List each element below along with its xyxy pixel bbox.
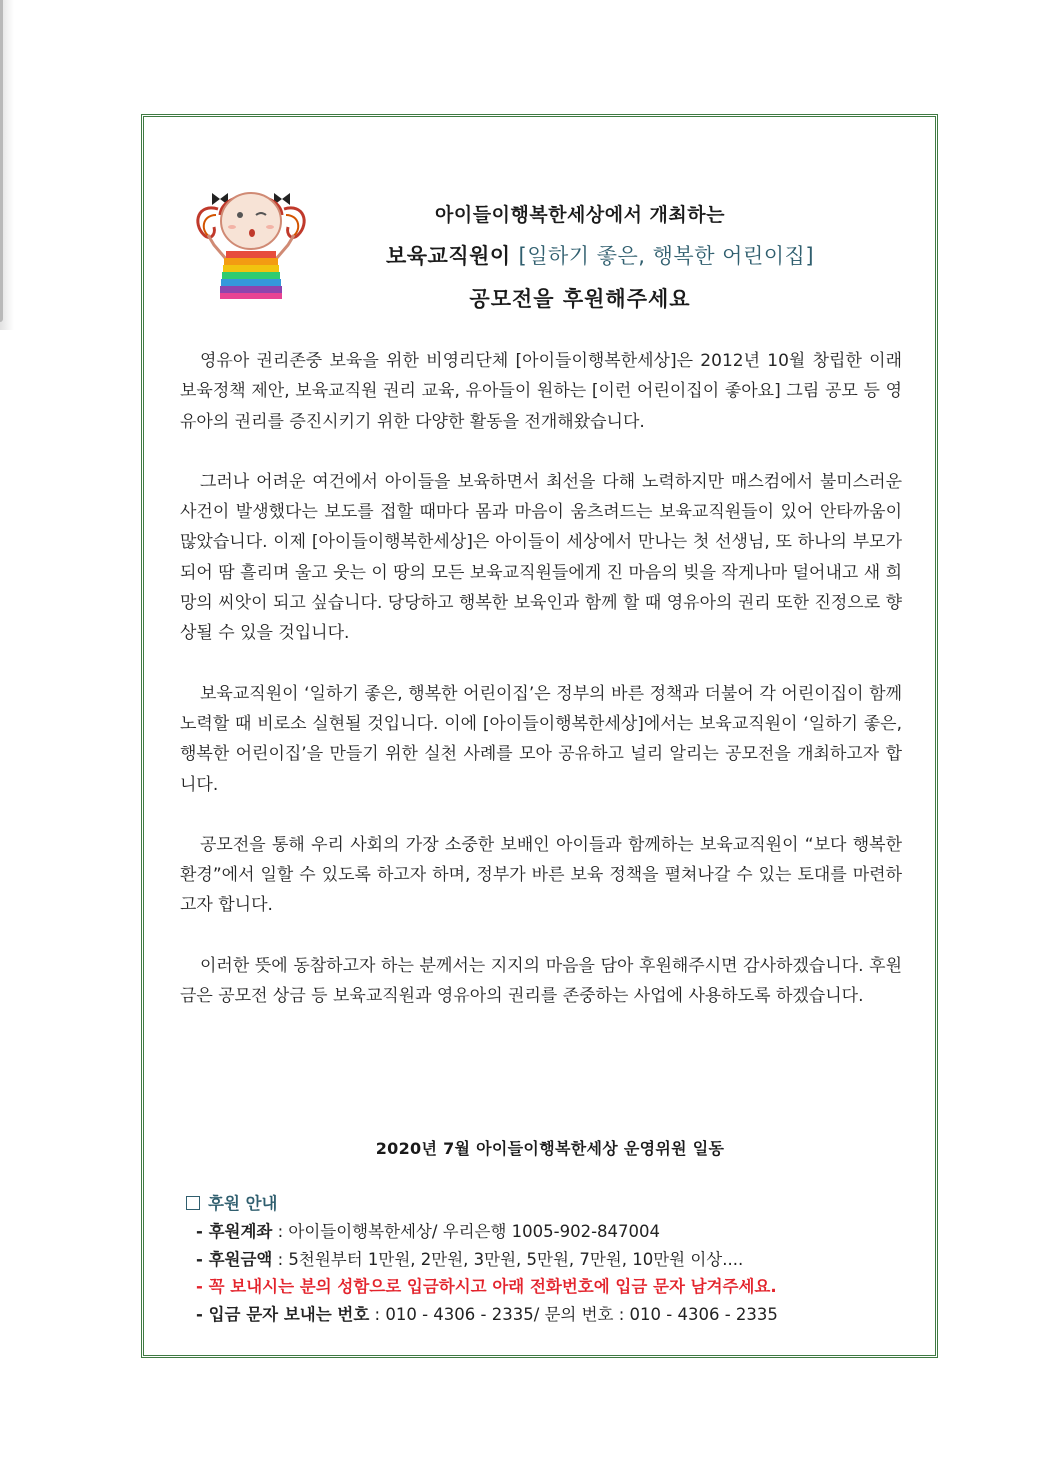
sponsor-phone-value: : 010 - 4306 - 2335/ 문의 번호 : 010 - 4306 - 2335 (369, 1304, 778, 1324)
scrollbar-thumb[interactable] (0, 0, 3, 322)
header-line-2-highlight: [일하기 좋은, 행복한 어린이집] (518, 244, 815, 268)
paragraph-5: 이러한 뜻에 동참하고자 하는 분께서는 지지의 마음을 담아 후원해주시면 감사하겠습니다. 후원금은 공모전 상금 등 보육교직원과 영유아의 권리를 존중하는 사업에 사용하도록 하겠습니다. (180, 955, 902, 1007)
checkbox-square-icon (186, 1196, 200, 1210)
sponsor-phone-label: - 입금 문자 보내는 번호 (196, 1304, 370, 1324)
paragraph-1: 영유아 권리존중 보육을 위한 비영리단체 [아이들이행복한세상]은 2012년 10월 창립한 이래 보육정책 제안, 보육교직원 권리 교육, 유아들이 원하는 [이런 어린이집이 좋아요] 그림 공모 등 영유아의 권리를 증진시키기 위한 다양한 활동을 전개해왔습니다. (180, 351, 902, 432)
sponsor-amount (186, 1246, 926, 1274)
header-line-2-prefix: 보육교직원이 (385, 244, 519, 268)
header-line-2 (300, 240, 900, 270)
sponsor-amount-label: - 후원금액 (196, 1249, 273, 1269)
sponsor-phone (186, 1301, 926, 1329)
sponsor-account (186, 1218, 926, 1246)
document-body (180, 346, 902, 1041)
header-line-1: 아이들이행복한세상에서 개최하는 (435, 204, 725, 226)
sponsor-amount-value: : 5천원부터 1만원, 2만원, 3만원, 5만원, 7만원, 10만원 이상.... (272, 1249, 744, 1269)
sponsor-heading-text: 후원 안내 (208, 1194, 278, 1213)
signature: 2020년 7월 아이들이행복한세상 운영위원 일동 (375, 1139, 725, 1158)
sponsor-notice: - 꼭 보내시는 분의 성함으로 입금하시고 아래 전화번호에 입금 문자 남겨주세요. (196, 1277, 777, 1296)
sponsor-info (186, 1190, 926, 1328)
sponsor-account-value: : 아이들이행복한세상/ 우리은행 1005-902-847004 (272, 1222, 661, 1241)
header-line-3: 공모전을 후원해주세요 (469, 287, 691, 311)
paragraph-4: 공모전을 통해 우리 사회의 가장 소중한 보배인 아이들과 함께하는 보육교직원이 “보다 행복한 환경”에서 일할 수 있도록 하고자 하며, 정부가 바른 보육 정책을 펼쳐나갈 수 있는 토대를 마련하고자 합니다. (180, 834, 902, 916)
sponsor-account-label: - 후원계좌 (196, 1222, 273, 1241)
child-drawing-icon (190, 175, 312, 303)
paragraph-2: 그러나 어려운 여건에서 아이들을 보육하면서 최선을 다해 노력하지만 매스컴에서 불미스러운 사건이 발생했다는 보도를 접할 때마다 몸과 마음이 움츠려드는 보육교직원들이 있어 안타까움이 많았습니다. 이제 [아이들이행복한세상]은 아이들이 세상에서 만나는 첫 선생님, 또 하나의 부모가 되어 땀 흘리며 울고 웃는 이 땅의 모든 보육교직원들에게 진 마음의 빚을 작게나마 덜어내고 새 희망의 씨앗이 되고 싶습니다. 당당하고 행복한 보육인과 함께 할 때 영유아의 권리 또한 진정으로 향상될 수 있을 것입니다. (180, 471, 902, 644)
sponsor-heading (186, 1190, 926, 1218)
paragraph-3: 보육교직원이 ‘일하기 좋은, 행복한 어린이집’은 정부의 바른 정책과 더불어 각 어린이집이 함께 노력할 때 비로소 실현될 것입니다. 이에 [아이들이행복한세상]에서는 보육교직원이 ‘일하기 좋은, 행복한 어린이집’을 만들기 위한 실천 사례를 모아 공유하고 널리 알리는 공모전을 개최하고자 합니다. (180, 683, 902, 795)
